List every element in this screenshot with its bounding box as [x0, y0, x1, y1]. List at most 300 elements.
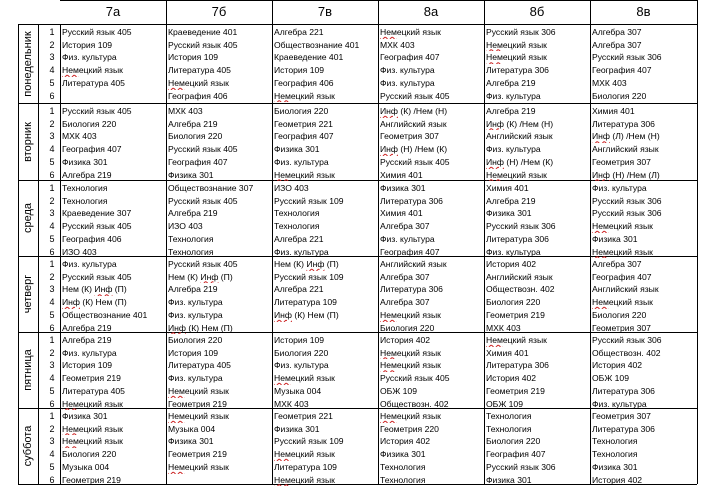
- spellcheck-mark: Нем: [486, 52, 503, 63]
- lesson-cell: Русский язык 405: [380, 373, 450, 384]
- lesson-cell: Немецкий язык: [486, 335, 547, 345]
- lesson-cell: Физика 301: [62, 156, 108, 167]
- grid-vline: [60, 24, 61, 484]
- lesson-cell: История 402: [380, 436, 431, 447]
- lesson-cell: Алгебра 219: [168, 118, 218, 129]
- lesson-cell: Русский язык 306: [486, 27, 556, 37]
- lesson-cell: Литература 109: [274, 461, 337, 472]
- day-name: пятница: [22, 349, 34, 391]
- lesson-cell: Физика 301: [168, 169, 214, 180]
- lesson-number: 4: [49, 144, 55, 155]
- lesson-cell: Немецкий язык: [380, 309, 441, 320]
- lesson-cell: Немецкий язык: [380, 27, 441, 37]
- spellcheck-mark: Инф: [168, 322, 186, 333]
- spellcheck-mark: Нем: [168, 77, 185, 88]
- lesson-cell: Русский язык 109: [274, 195, 344, 206]
- spellcheck-mark: Нем: [592, 297, 609, 308]
- spellcheck-mark: Инф: [306, 259, 325, 269]
- lesson-cell: Немецкий язык: [592, 246, 653, 257]
- lesson-cell: Биология 220: [168, 131, 223, 142]
- lesson-cell: География 407: [168, 156, 228, 167]
- lesson-cell: Технология: [486, 423, 532, 434]
- lesson-cell: Нем (К) Инф (П): [62, 284, 127, 295]
- lesson-number: 6: [49, 474, 55, 485]
- lesson-cell: Физика 301: [592, 233, 638, 244]
- lesson-number: 4: [49, 373, 55, 384]
- lesson-cell: Музыка 004: [62, 461, 110, 472]
- lesson-cell: Физ. культура: [592, 398, 647, 409]
- lesson-cell: История 109: [168, 52, 219, 63]
- lesson-cell: Русский язык 306: [486, 461, 556, 472]
- lesson-cell: Немецкий язык: [486, 39, 547, 50]
- spellcheck-mark: Инф: [200, 271, 219, 282]
- lesson-cell: Физ. культура: [168, 309, 223, 320]
- spellcheck-mark: Нем: [486, 39, 503, 50]
- lesson-cell: Немецкий язык: [168, 411, 229, 421]
- lesson-cell: МХК 403: [380, 39, 415, 50]
- lesson-cell: ИЗО 403: [62, 246, 97, 257]
- lesson-cell: История 402: [592, 360, 643, 371]
- lesson-cell: Немецкий язык: [274, 373, 335, 384]
- lesson-cell: Геометрия 219: [62, 474, 121, 485]
- lesson-cell: Обществознание 307: [168, 183, 254, 193]
- day-label-2: [18, 103, 38, 180]
- lesson-cell: Технология: [62, 183, 108, 193]
- lesson-cell: География 407: [486, 449, 546, 460]
- day-label-5: [18, 332, 38, 408]
- lesson-cell: Технология: [274, 208, 320, 219]
- lesson-cell: География 406: [62, 233, 122, 244]
- lesson-cell: Алгебра 219: [486, 106, 536, 116]
- lesson-cell: Геометрия 219: [486, 309, 545, 320]
- lesson-number: 6: [49, 90, 55, 101]
- class-header-6: 8в: [636, 4, 651, 19]
- lesson-cell: История 109: [62, 360, 113, 371]
- lesson-number: 5: [49, 233, 55, 244]
- lesson-cell: Русский язык 405: [380, 90, 450, 101]
- lesson-cell: Алгебра 219: [486, 195, 536, 206]
- grid-vline: [38, 24, 39, 484]
- lesson-number: 5: [49, 385, 55, 396]
- lesson-cell: Биология 220: [168, 335, 223, 345]
- lesson-cell: Русский язык 405: [62, 271, 132, 282]
- lesson-cell: Биология 220: [486, 436, 541, 447]
- lesson-number: 2: [49, 195, 55, 206]
- spellcheck-mark: Инф: [486, 156, 504, 167]
- lesson-cell: Литература 405: [168, 360, 231, 371]
- lesson-cell: МХК 403: [62, 131, 97, 142]
- lesson-cell: ИЗО 403: [274, 183, 309, 193]
- lesson-number: 5: [49, 156, 55, 167]
- lesson-cell: Немецкий язык: [274, 169, 335, 180]
- lesson-cell: Алгебра 219: [62, 169, 112, 180]
- spellcheck-mark: Нем: [274, 90, 291, 101]
- grid-hline: [18, 24, 697, 25]
- spellcheck-mark: Нем: [168, 385, 185, 396]
- lesson-cell: Немецкий язык: [380, 411, 441, 421]
- lesson-cell: Немецкий язык: [592, 297, 653, 308]
- lesson-cell: Русский язык 405: [380, 156, 450, 167]
- lesson-cell: Русский язык 405: [168, 144, 238, 155]
- spellcheck-mark: Нем: [274, 169, 291, 180]
- lesson-cell: Физика 301: [486, 208, 532, 219]
- grid-vline: [697, 0, 698, 484]
- lesson-cell: География 406: [168, 90, 228, 101]
- lesson-cell: Физика 301: [380, 449, 426, 460]
- lesson-cell: Алгебра 307: [592, 39, 642, 50]
- lesson-cell: Русский язык 405: [62, 221, 132, 232]
- lesson-cell: Физ. культура: [380, 77, 435, 88]
- lesson-cell: Инф (К) Нем (П): [274, 309, 339, 320]
- lesson-cell: Алгебра 221: [274, 233, 324, 244]
- lesson-cell: Литература 306: [592, 423, 655, 434]
- lesson-cell: Физика 301: [274, 423, 320, 434]
- lesson-number: 2: [49, 271, 55, 282]
- lesson-cell: Биология 220: [274, 106, 329, 116]
- lesson-cell: Обществознание 401: [274, 39, 360, 50]
- lesson-number: 1: [49, 183, 55, 193]
- lesson-cell: Геометрия 221: [274, 411, 333, 421]
- spellcheck-mark: Нем: [380, 347, 397, 358]
- lesson-cell: Биология 220: [62, 118, 117, 129]
- day-name: четверг: [22, 274, 34, 314]
- lesson-cell: Технология: [274, 221, 320, 232]
- spellcheck-mark: Нем: [486, 335, 503, 345]
- lesson-cell: Биология 220: [62, 449, 117, 460]
- lesson-cell: Алгебра 219: [486, 77, 536, 88]
- lesson-cell: Физ. культура: [274, 246, 329, 257]
- lesson-cell: Английский язык: [592, 144, 659, 155]
- lesson-cell: Краеведение 401: [274, 52, 344, 63]
- lesson-cell: История 402: [486, 259, 537, 269]
- lesson-cell: Геометрия 221: [274, 118, 333, 129]
- lesson-number: 4: [49, 221, 55, 232]
- lesson-cell: МХК 403: [168, 106, 203, 116]
- lesson-cell: Технология: [380, 461, 426, 472]
- lesson-cell: Немецкий язык: [380, 360, 441, 371]
- lesson-cell: Инф (Н) /Нем (Л): [592, 169, 660, 180]
- spellcheck-mark: Нем: [592, 221, 609, 232]
- lesson-number: 6: [49, 246, 55, 257]
- grid-vline: [484, 0, 485, 484]
- lesson-cell: Физ. культура: [486, 144, 541, 155]
- class-header-3: 7в: [317, 4, 333, 19]
- day-name: вторник: [22, 121, 34, 162]
- lesson-cell: Русский язык 405: [168, 259, 238, 269]
- lesson-cell: Химия 401: [380, 208, 423, 219]
- lesson-cell: Краеведение 401: [168, 27, 238, 37]
- day-name: суббота: [22, 425, 34, 467]
- lesson-number: 2: [49, 423, 55, 434]
- lesson-cell: История 402: [380, 335, 431, 345]
- spellcheck-mark: Нем: [380, 309, 397, 320]
- lesson-cell: Литература 306: [592, 118, 655, 129]
- lesson-cell: Немецкий язык: [168, 461, 229, 472]
- lesson-cell: Русский язык 306: [592, 195, 662, 206]
- lesson-cell: Биология 220: [274, 347, 329, 358]
- lesson-cell: Алгебра 219: [62, 322, 112, 333]
- lesson-cell: Литература 306: [486, 360, 549, 371]
- lesson-cell: Физика 301: [274, 144, 320, 155]
- lesson-cell: Химия 401: [486, 347, 529, 358]
- lesson-cell: Физ. культура: [168, 297, 223, 308]
- lesson-number: 3: [49, 436, 55, 447]
- grid-hline: [18, 103, 697, 104]
- lesson-cell: Русский язык 405: [168, 195, 238, 206]
- lesson-cell: Нем (К) Инф (П): [168, 271, 233, 282]
- spellcheck-mark: Инф: [486, 118, 504, 129]
- lesson-cell: Литература 109: [274, 297, 337, 308]
- lesson-cell: Литература 405: [62, 385, 125, 396]
- lesson-cell: Алгебра 219: [62, 335, 112, 345]
- lesson-cell: Геометрия 219: [486, 385, 545, 396]
- lesson-cell: Геометрия 307: [592, 411, 651, 421]
- spellcheck-mark: Нем: [380, 360, 397, 371]
- spellcheck-mark: Нем: [62, 436, 79, 447]
- lesson-cell: Физика 301: [168, 436, 214, 447]
- class-header-5: 8б: [529, 4, 545, 19]
- lesson-cell: География 407: [380, 52, 440, 63]
- lesson-cell: Литература 306: [486, 65, 549, 76]
- spellcheck-mark: Инф: [592, 169, 610, 180]
- lesson-cell: Русский язык 405: [62, 106, 132, 116]
- day-name: среда: [22, 202, 34, 234]
- lesson-cell: География 407: [274, 131, 334, 142]
- lesson-cell: Литература 306: [592, 385, 655, 396]
- lesson-cell: История 402: [592, 474, 643, 485]
- class-header-1: 7а: [105, 4, 121, 19]
- lesson-cell: Физика 301: [62, 411, 108, 421]
- lesson-cell: Алгебра 307: [380, 271, 430, 282]
- lesson-cell: Геометрия 219: [168, 398, 227, 409]
- lesson-cell: Обществозн. 402: [486, 284, 555, 295]
- lesson-cell: История 402: [486, 373, 537, 384]
- lesson-number: 5: [49, 461, 55, 472]
- lesson-cell: Физ. культура: [62, 52, 117, 63]
- class-header-2: 7б: [211, 4, 227, 19]
- spellcheck-mark: Инф: [62, 297, 80, 308]
- day-label-3: [18, 180, 38, 256]
- lesson-cell: ОБЖ 109: [486, 398, 523, 409]
- lesson-cell: Немецкий язык: [486, 52, 547, 63]
- spellcheck-mark: Нем: [486, 169, 503, 180]
- lesson-cell: Немецкий язык: [168, 77, 229, 88]
- lesson-cell: Физика 301: [592, 461, 638, 472]
- lesson-cell: Литература 306: [380, 284, 443, 295]
- lesson-cell: География 407: [62, 144, 122, 155]
- lesson-cell: Литература 405: [168, 65, 231, 76]
- lesson-cell: Физ. культура: [62, 347, 117, 358]
- lesson-cell: Немецкий язык: [62, 65, 123, 76]
- lesson-number: 2: [49, 39, 55, 50]
- lesson-cell: Русский язык 405: [168, 39, 238, 50]
- lesson-cell: Английский язык: [486, 131, 553, 142]
- day-label-6: [18, 408, 38, 484]
- lesson-number: 3: [49, 360, 55, 371]
- lesson-number: 1: [49, 335, 55, 345]
- lesson-cell: Инф (К) Нем (П): [62, 297, 127, 308]
- lesson-number: 5: [49, 77, 55, 88]
- lesson-cell: География 407: [592, 271, 652, 282]
- lesson-number: 1: [49, 259, 55, 269]
- class-header-4: 8а: [423, 4, 439, 19]
- lesson-cell: ОБЖ 109: [380, 385, 417, 396]
- lesson-cell: Немецкий язык: [62, 398, 123, 409]
- lesson-cell: Немецкий язык: [168, 385, 229, 396]
- lesson-cell: Технология: [486, 411, 532, 421]
- lesson-cell: История 109: [168, 347, 219, 358]
- lesson-cell: Геометрия 219: [168, 449, 227, 460]
- lesson-cell: Геометрия 307: [380, 131, 439, 142]
- grid-vline: [590, 0, 591, 484]
- lesson-cell: Алгебра 307: [592, 27, 642, 37]
- lesson-cell: Физика 301: [486, 474, 532, 485]
- lesson-cell: Геометрия 307: [592, 322, 651, 333]
- lesson-cell: Немецкий язык: [62, 423, 123, 434]
- lesson-cell: Физ. культура: [274, 156, 329, 167]
- spellcheck-mark: Инф: [380, 106, 398, 116]
- lesson-number: 6: [49, 169, 55, 180]
- lesson-cell: История 109: [274, 335, 325, 345]
- lesson-cell: Технология: [592, 449, 638, 460]
- lesson-cell: Химия 401: [486, 183, 529, 193]
- lesson-cell: Английский язык: [380, 118, 447, 129]
- lesson-cell: Обществозн. 402: [592, 347, 661, 358]
- lesson-cell: Физика 301: [380, 183, 426, 193]
- lesson-cell: География 406: [274, 77, 334, 88]
- lesson-number: 2: [49, 347, 55, 358]
- lesson-cell: Алгебра 307: [380, 221, 430, 232]
- day-name: понедельник: [22, 30, 34, 97]
- lesson-cell: Музыка 004: [274, 385, 322, 396]
- lesson-cell: Биология 220: [486, 297, 541, 308]
- lesson-cell: Немецкий язык: [274, 449, 335, 460]
- lesson-cell: Алгебра 219: [168, 208, 218, 219]
- lesson-cell: Английский язык: [592, 284, 659, 295]
- lesson-cell: Немецкий язык: [62, 436, 123, 447]
- lesson-number: 1: [49, 27, 55, 37]
- lesson-cell: Литература 306: [486, 233, 549, 244]
- lesson-cell: Технология: [168, 246, 214, 257]
- spellcheck-mark: Инф: [274, 309, 292, 320]
- lesson-cell: Инф (К) Нем (П): [168, 322, 233, 333]
- lesson-number: 4: [49, 449, 55, 460]
- grid-vline: [166, 0, 167, 484]
- lesson-cell: Английский язык: [486, 271, 553, 282]
- lesson-cell: История 109: [62, 39, 113, 50]
- day-label-4: [18, 256, 38, 332]
- lesson-cell: Немецкий язык: [380, 347, 441, 358]
- lesson-cell: ИЗО 403: [168, 221, 203, 232]
- spellcheck-mark: Нем: [168, 461, 185, 472]
- lesson-cell: ОБЖ 109: [592, 373, 629, 384]
- lesson-cell: Немецкий язык: [274, 474, 335, 485]
- lesson-cell: Физ. культура: [62, 259, 117, 269]
- lesson-cell: Физ. культура: [486, 90, 541, 101]
- lesson-cell: МХК 403: [592, 77, 627, 88]
- lesson-cell: Физ. культура: [380, 233, 435, 244]
- lesson-cell: Инф (Н) /Нем (К): [380, 144, 448, 155]
- lesson-cell: Литература 306: [380, 195, 443, 206]
- lesson-cell: Технология: [168, 233, 214, 244]
- lesson-number: 3: [49, 52, 55, 63]
- lesson-cell: Инф (К) /Нем (Н): [380, 106, 448, 116]
- lesson-cell: Технология: [62, 195, 108, 206]
- lesson-cell: Инф (Н) /Нем (К): [486, 156, 554, 167]
- lesson-cell: Немецкий язык: [592, 221, 653, 232]
- lesson-number: 1: [49, 106, 55, 116]
- lesson-number: 6: [49, 322, 55, 333]
- lesson-cell: Геометрия 307: [592, 156, 651, 167]
- lesson-number: 5: [49, 309, 55, 320]
- lesson-cell: Физ. культура: [274, 360, 329, 371]
- lesson-cell: Нем (К) Инф (П): [274, 259, 339, 269]
- spellcheck-mark: Инф: [592, 131, 610, 142]
- lesson-cell: Обществознание 401: [62, 309, 148, 320]
- lesson-cell: История 109: [274, 65, 325, 76]
- lesson-cell: Русский язык 306: [486, 221, 556, 232]
- lesson-number: 3: [49, 284, 55, 295]
- spellcheck-mark: Нем: [274, 474, 291, 485]
- grid-vline: [378, 0, 379, 484]
- spellcheck-mark: Нем: [168, 411, 185, 421]
- lesson-cell: Физ. культура: [380, 65, 435, 76]
- spellcheck-mark: Нем: [274, 449, 291, 460]
- spellcheck-mark: Нем: [274, 373, 291, 384]
- lesson-cell: Алгебра 221: [274, 27, 324, 37]
- lesson-cell: Физ. культура: [592, 183, 647, 193]
- day-label-1: [18, 24, 38, 103]
- lesson-cell: Немецкий язык: [486, 169, 547, 180]
- spellcheck-mark: Инф: [380, 144, 398, 155]
- lesson-cell: Немецкий язык: [274, 90, 335, 101]
- lesson-cell: Русский язык 306: [592, 208, 662, 219]
- lesson-cell: Русский язык 306: [592, 335, 662, 345]
- lesson-cell: Технология: [592, 436, 638, 447]
- lesson-number: 3: [49, 131, 55, 142]
- lesson-cell: Алгебра 219: [168, 284, 218, 295]
- grid-hline: [60, 0, 697, 1]
- lesson-cell: Биология 220: [380, 322, 435, 333]
- spellcheck-mark: Нем: [62, 423, 79, 434]
- lesson-cell: Инф (Л) /Нем (Н): [592, 131, 660, 142]
- lesson-cell: Физ. культура: [168, 373, 223, 384]
- lesson-number: 4: [49, 65, 55, 76]
- lesson-cell: Физ. культура: [486, 246, 541, 257]
- lesson-cell: Краеведение 307: [62, 208, 132, 219]
- lesson-cell: МХК 403: [486, 322, 521, 333]
- lesson-number: 6: [49, 398, 55, 409]
- spellcheck-mark: Нем: [380, 411, 397, 421]
- spellcheck-mark: Нем: [592, 246, 609, 257]
- lesson-cell: Русский язык 109: [274, 436, 344, 447]
- spellcheck-mark: Нем: [380, 27, 397, 37]
- lesson-cell: Литература 405: [62, 77, 125, 88]
- lesson-number: 4: [49, 297, 55, 308]
- spellcheck-mark: Инф: [94, 284, 113, 295]
- lesson-cell: Химия 401: [380, 169, 423, 180]
- lesson-cell: Обществозн. 402: [380, 398, 449, 409]
- lesson-cell: Биология 220: [592, 90, 647, 101]
- lesson-cell: Инф (К) /Нем (Н): [486, 118, 554, 129]
- lesson-number: 1: [49, 411, 55, 421]
- lesson-number: 2: [49, 118, 55, 129]
- lesson-cell: География 407: [592, 65, 652, 76]
- lesson-cell: Русский язык 306: [592, 52, 662, 63]
- lesson-cell: МХК 403: [274, 398, 309, 409]
- lesson-cell: Технология: [380, 474, 426, 485]
- lesson-cell: Русский язык 405: [62, 27, 132, 37]
